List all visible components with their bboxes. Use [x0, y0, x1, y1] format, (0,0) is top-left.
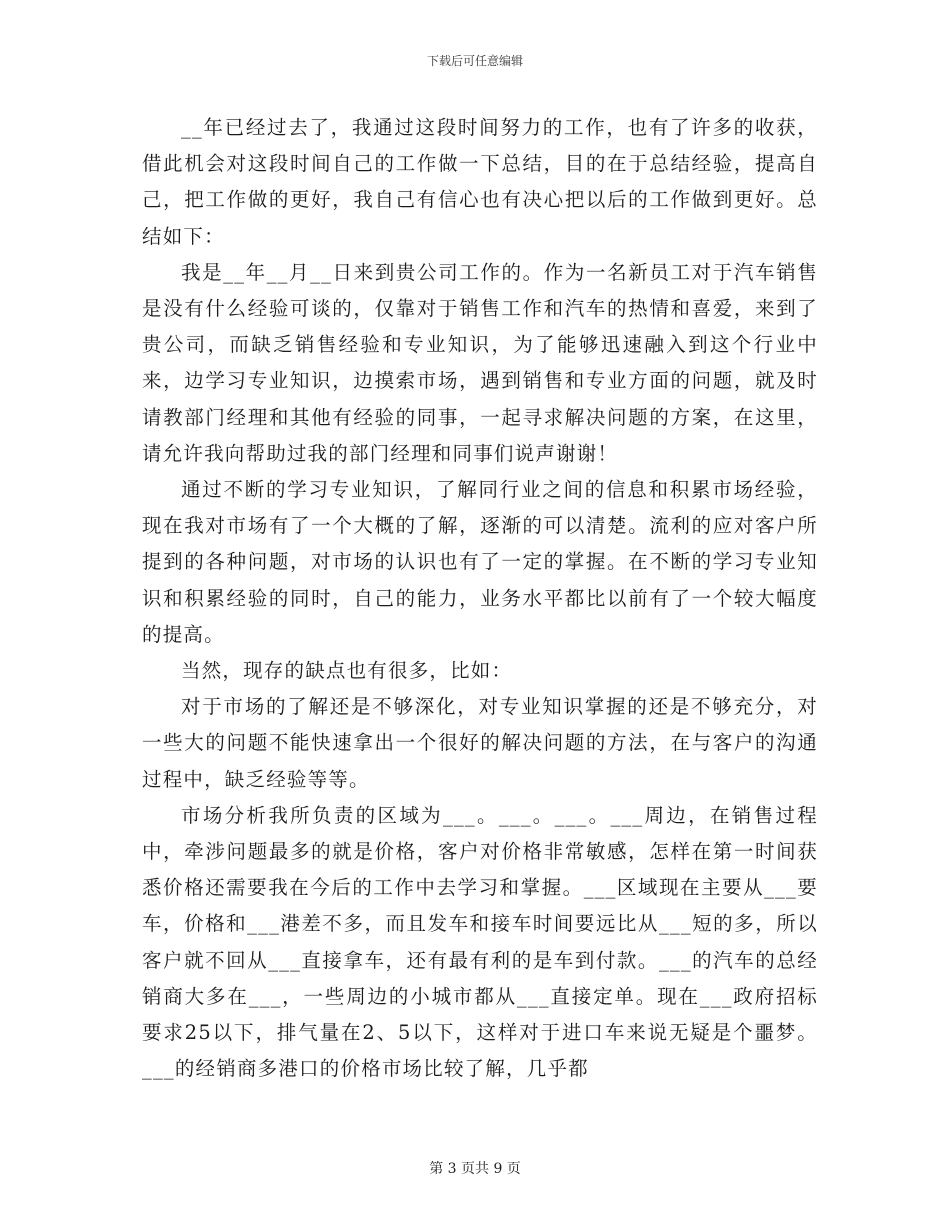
page-header: 下载后可任意编辑	[426, 54, 523, 68]
paragraph-progress: 通过不断的学习专业知识，了解同行业之间的信息和积累市场经验，现在我对市场有了一个大概的了解，逐渐的可以清楚。流利的应对客户所提到的各种问题，对市场的认识也有了一定的掌握。在不断的学习专业知识和积累经验的同时，自己的能力，业务水平都比以前有了一个较大幅度的提高。	[142, 478, 818, 646]
paragraph-shortcomings-intro: 当然，现存的缺点也有很多，比如：	[181, 659, 513, 683]
page-footer: 第 3 页共 9 页	[429, 1161, 521, 1177]
paragraph-shortcomings: 对于市场的了解还是不够深化，对专业知识掌握的还是不够充分，对一些大的问题不能快速拿出一个很好的解决问题的方法，在与客户的沟通过程中，缺乏经验等等。	[142, 695, 818, 791]
paragraph-intro: __年已经过去了，我通过这段时间努力的工作，也有了许多的收获，借此机会对这段时间自己的工作做一下总结，目的在于总结经验，提高自己，把工作做的更好，我自己有信心也有决心把以后的工作做到更好。总结如下：	[142, 116, 818, 248]
paragraph-market-analysis: 市场分析我所负责的区域为___。___。___。___周边，在销售过程中，牵涉问题最多的就是价格，客户对价格非常敏感，怎样在第一时间获悉价格还需要我在今后的工作中去学习和掌握。___区域现在主要从___要车，价格和___港差不多，而且发车和接车时间要远比从___短的多，所以客户就不回从___直接拿车，还有最有利的是车到付款。___的汽车的总经销商大多在___，一些周边的小城市都从___直接定单。现在___政府招标要求25以下，排气量在2、5以下，这样对于进口车来说无疑是个噩梦。___的经销商多港口的价格市场比较了解，几乎都	[142, 803, 818, 1081]
paragraph-background: 我是__年__月__日来到贵公司工作的。作为一名新员工对于汽车销售是没有什么经验可谈的，仅靠对于销售工作和汽车的热情和喜爱，来到了贵公司，而缺乏销售经验和专业知识，为了能够迅速融入到这个行业中来，边学习专业知识，边摸索市场，遇到销售和专业方面的问题，就及时请教部门经理和其他有经验的同事，一起寻求解决问题的方案，在这里，请允许我向帮助过我的部门经理和同事们说声谢谢！	[142, 260, 818, 465]
document-body	[142, 110, 818, 1087]
